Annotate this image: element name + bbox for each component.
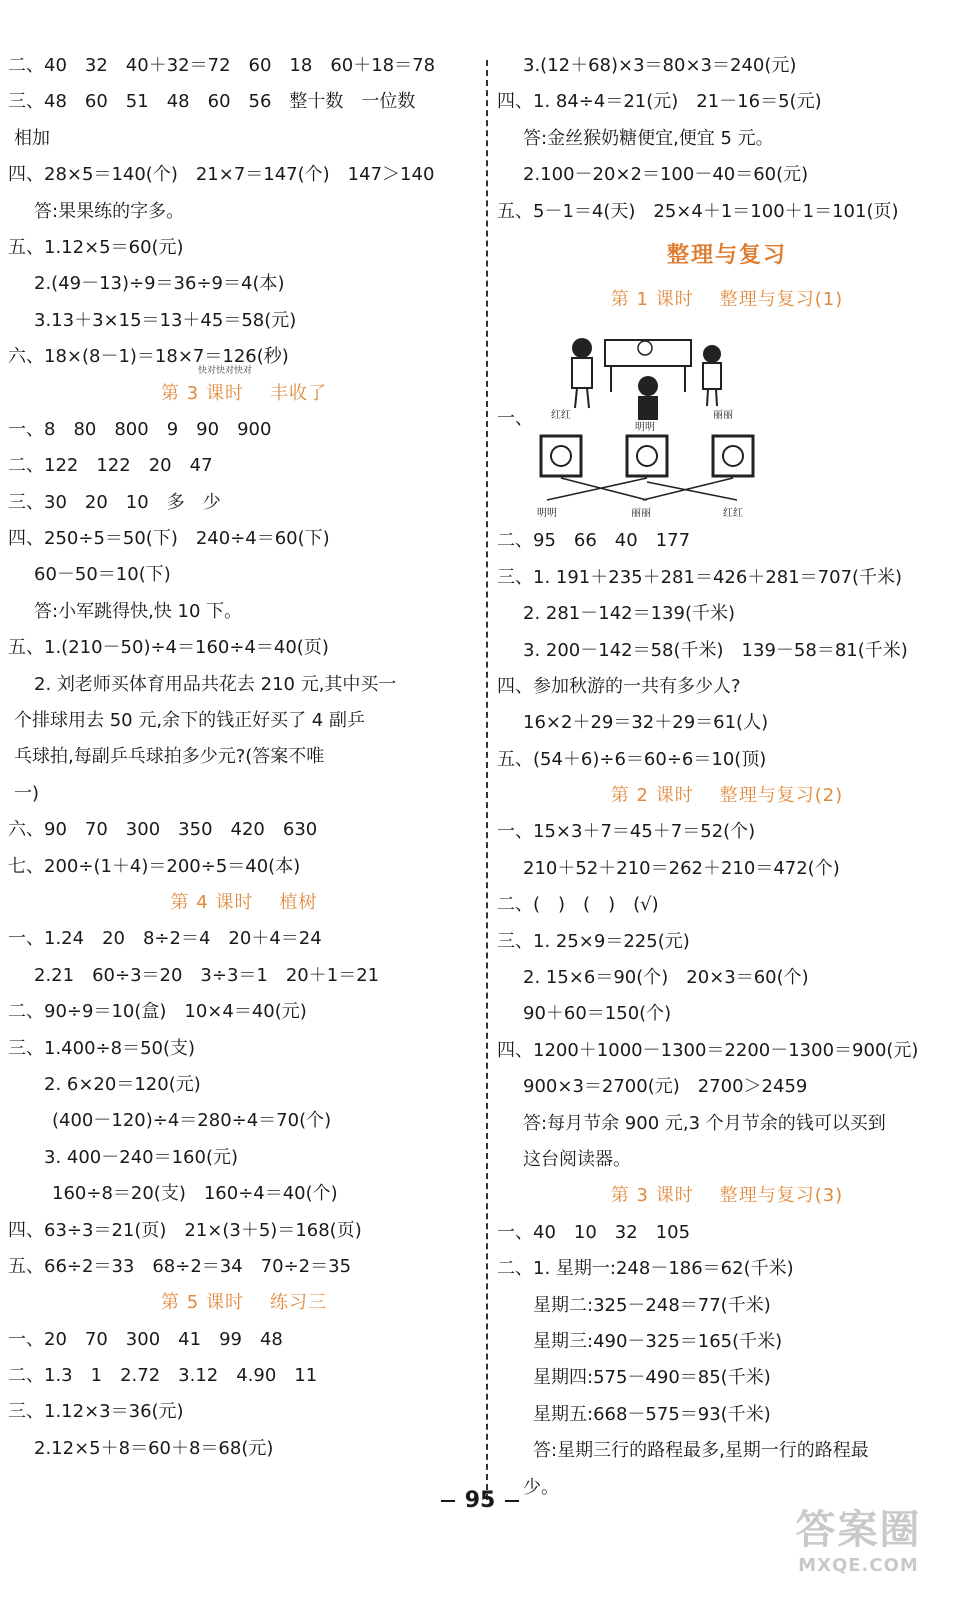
answer-line: 四、28×5＝140(个) 21×7＝147(个) 147＞140 — [8, 164, 435, 186]
answer-text: 六、18×(8－1)＝18×7＝126(秒) — [8, 346, 289, 368]
figure-label: 红红 — [723, 508, 743, 520]
child-body — [638, 396, 658, 420]
right-column — [497, 48, 957, 1506]
lesson-number: 第 5 课时 — [161, 1292, 244, 1314]
answer-line: 2. 6×20＝120(元) — [44, 1073, 201, 1095]
answer-line: 三、1.12×3＝36(元) — [8, 1401, 184, 1423]
answer-line: 乓球拍,每副乒乓球拍多少元?(答案不唯 — [14, 746, 325, 768]
child-leg — [716, 389, 717, 406]
answer-line: 五、66÷2＝33 68÷2＝34 70÷2＝35 — [8, 1255, 352, 1277]
child-body — [703, 363, 721, 389]
answer-line: 星期五:668－575＝93(千米) — [533, 1403, 771, 1425]
answer-line: 五、5－1＝4(天) 25×4＋1＝100＋1＝101(页) — [497, 200, 899, 222]
view-picture-frame — [713, 436, 753, 476]
answer-line: 210＋52＋210＝262＋210＝472(个) — [523, 857, 840, 879]
answer-line: 一、1.24 20 8÷2＝4 20＋4＝24 — [8, 928, 322, 950]
answer-line: (400－120)÷4＝280÷4＝70(个) — [52, 1110, 332, 1132]
answer-line: 一、15×3＋7＝45＋7＝52(个) — [497, 821, 756, 843]
handwritten-scribble: 快对快对快对 — [198, 366, 253, 376]
answer-line: 答:星期三行的路程最多,星期一行的路程最 — [533, 1440, 869, 1462]
answer-line: 2.12×5＋8＝60＋8＝68(元) — [34, 1437, 274, 1459]
answer-line: 二、90÷9＝10(盒) 10×4＝40(元) — [8, 1001, 307, 1023]
answer-line: 二、122 122 20 47 — [8, 455, 213, 477]
figure-label: 丽丽 — [631, 508, 651, 520]
answer-line — [8, 339, 480, 375]
lesson-number: 第 4 课时 — [170, 891, 254, 913]
answer-line: 四、63÷3＝21(页) 21×(3＋5)＝168(页) — [8, 1219, 362, 1241]
answer-line: 二、( ) ( ) (√) — [497, 894, 659, 916]
answer-line: 这台阅读器。 — [523, 1148, 631, 1170]
lesson-heading — [497, 1178, 957, 1214]
answer-line: 3.(12＋68)×3＝80×3＝240(元) — [523, 55, 797, 76]
answer-line: 16×2＋29＝32＋29＝61(人) — [523, 712, 769, 734]
child-leg — [587, 388, 589, 408]
figure-drawing — [527, 318, 767, 523]
left-column — [8, 48, 480, 1467]
answer-line: 2.21 60÷3＝20 3÷3＝1 20＋1＝21 — [34, 964, 380, 986]
child-leg — [575, 388, 577, 408]
answer-line: 60－50＝10(下) — [34, 564, 171, 586]
answer-line: 一) — [14, 782, 40, 804]
lesson-number: 第 1 课时 — [610, 288, 694, 310]
answer-line: 2. 15×6＝90(个) 20×3＝60(个) — [523, 967, 809, 989]
answer-line: 答:果果练的字多。 — [34, 200, 185, 222]
child-leg — [707, 389, 708, 406]
figure-label: 红红 — [551, 410, 571, 422]
answer-line: 3. 400－240＝160(元) — [44, 1146, 239, 1168]
view-picture-toy — [723, 446, 743, 466]
answer-line: 四、参加秋游的一共有多少人? — [497, 675, 741, 697]
answer-line: 相加 — [14, 127, 50, 149]
answer-line: 答:每月节余 900 元,3 个月节余的钱可以买到 — [523, 1112, 886, 1134]
answer-line: 900×3＝2700(元) 2700＞2459 — [523, 1076, 808, 1098]
lesson-title: 整理与复习(1) — [719, 288, 844, 310]
answer-line: 四、1. 84÷4＝21(元) 21－16＝5(元) — [497, 91, 822, 113]
lesson-number: 第 2 课时 — [610, 785, 694, 807]
answer-line: 160÷8＝20(支) 160÷4＝40(个) — [52, 1183, 338, 1205]
answer-line: 二、1.3 1 2.72 3.12 4.90 11 — [8, 1365, 318, 1387]
answer-line: 五、(54＋6)÷6＝60÷6＝10(顶) — [497, 748, 767, 770]
watermark-logo — [771, 1506, 946, 1586]
answer-line: 星期四:575－490＝85(千米) — [533, 1367, 771, 1389]
answer-line: 五、1.(210－50)÷4＝160÷4＝40(页) — [8, 637, 329, 659]
answer-line: 二、40 32 40＋32＝72 60 18 60＋18＝78 — [8, 55, 436, 76]
lesson-title: 整理与复习(3) — [719, 1185, 844, 1207]
lesson-title: 练习三 — [269, 1292, 327, 1314]
lesson-number: 第 3 课时 — [610, 1185, 694, 1207]
child-head — [703, 345, 721, 363]
lesson-heading — [8, 376, 480, 412]
lesson-heading — [497, 282, 957, 318]
answer-line: 个排球用去 50 元,余下的钱正好买了 4 副乒 — [14, 710, 365, 732]
answer-line: 3. 200－142＝58(千米) 139－58＝81(千米) — [523, 639, 908, 661]
watermark-title: 答案圈 — [795, 1507, 922, 1553]
lesson-title: 丰收了 — [269, 382, 327, 404]
answer-line: 六、90 70 300 350 420 630 — [8, 819, 318, 841]
answer-line: 四、250÷5＝50(下) 240÷4＝60(下) — [8, 528, 330, 550]
answer-line: 答:小军跳得快,快 10 下。 — [34, 600, 243, 622]
lesson-heading — [8, 1285, 480, 1321]
answer-line: 三、1. 191＋235＋281＝426＋281＝707(千米) — [497, 566, 903, 588]
lesson-title: 整理与复习(2) — [719, 785, 844, 807]
answer-line: 三、48 60 51 48 60 56 整十数 一位数 — [8, 91, 416, 113]
lesson-heading — [497, 778, 957, 814]
answer-line: 三、1.400÷8＝50(支) — [8, 1037, 196, 1059]
lesson-heading — [8, 885, 480, 921]
answer-line: 三、1. 25×9＝225(元) — [497, 930, 690, 952]
answer-line: 少。 — [523, 1476, 559, 1498]
footer-dash — [505, 1500, 519, 1502]
matching-line — [647, 482, 737, 500]
lesson-number: 第 3 课时 — [161, 382, 244, 404]
figure-label: 明明 — [537, 508, 557, 520]
answer-line: 3.13＋3×15＝13＋45＝58(元) — [34, 309, 297, 331]
answer-line: 90＋60＝150(个) — [523, 1003, 672, 1025]
figure-label: 明明 — [635, 422, 655, 434]
answer-line: 2.(49－13)÷9＝36÷9＝4(本) — [34, 273, 285, 295]
answer-line: 一、20 70 300 41 99 48 — [8, 1328, 283, 1350]
answer-line: 四、1200＋1000－1300＝2200－1300＝900(元) — [497, 1039, 919, 1061]
page-number: 95 — [464, 1488, 496, 1513]
answer-line: 一、8 80 800 9 90 900 — [8, 418, 272, 440]
answer-line: 二、95 66 40 177 — [497, 530, 691, 552]
answer-line: 星期三:490－325＝165(千米) — [533, 1330, 783, 1352]
column-divider — [486, 60, 488, 1500]
view-picture-frame — [627, 436, 667, 476]
answer-line: 星期二:325－248＝77(千米) — [533, 1294, 771, 1316]
answer-line: 二、1. 星期一:248－186＝62(千米) — [497, 1258, 794, 1280]
watermark-url: MXQE.COM — [798, 1555, 919, 1576]
answer-line: 五、1.12×5＝60(元) — [8, 236, 184, 258]
figure-label: 丽丽 — [713, 410, 733, 422]
child-head — [638, 376, 658, 396]
answer-line: 答:金丝猴奶糖便宜,便宜 5 元。 — [523, 127, 774, 149]
view-picture-frame — [541, 436, 581, 476]
toy-on-table — [638, 341, 652, 355]
answer-line: 七、200÷(1＋4)＝200÷5＝40(本) — [8, 855, 301, 877]
view-picture-toy — [551, 446, 571, 466]
section-title: 整理与复习 — [666, 242, 787, 268]
footer-dash — [441, 1500, 455, 1502]
answer-line: 2.100－20×2＝100－40＝60(元) — [523, 164, 809, 186]
observation-figure — [497, 318, 957, 523]
answer-line: 一、40 10 32 105 — [497, 1221, 691, 1243]
answer-line: 2. 刘老师买体育用品共花去 210 元,其中买一 — [34, 673, 397, 695]
question-number: 一、 — [497, 408, 533, 430]
child-head — [572, 338, 592, 358]
child-body — [572, 358, 592, 388]
view-picture-toy — [637, 446, 657, 466]
answer-line: 2. 281－142＝139(千米) — [523, 603, 736, 625]
answer-line: 三、30 20 10 多 少 — [8, 491, 221, 513]
lesson-title: 植树 — [279, 891, 318, 913]
